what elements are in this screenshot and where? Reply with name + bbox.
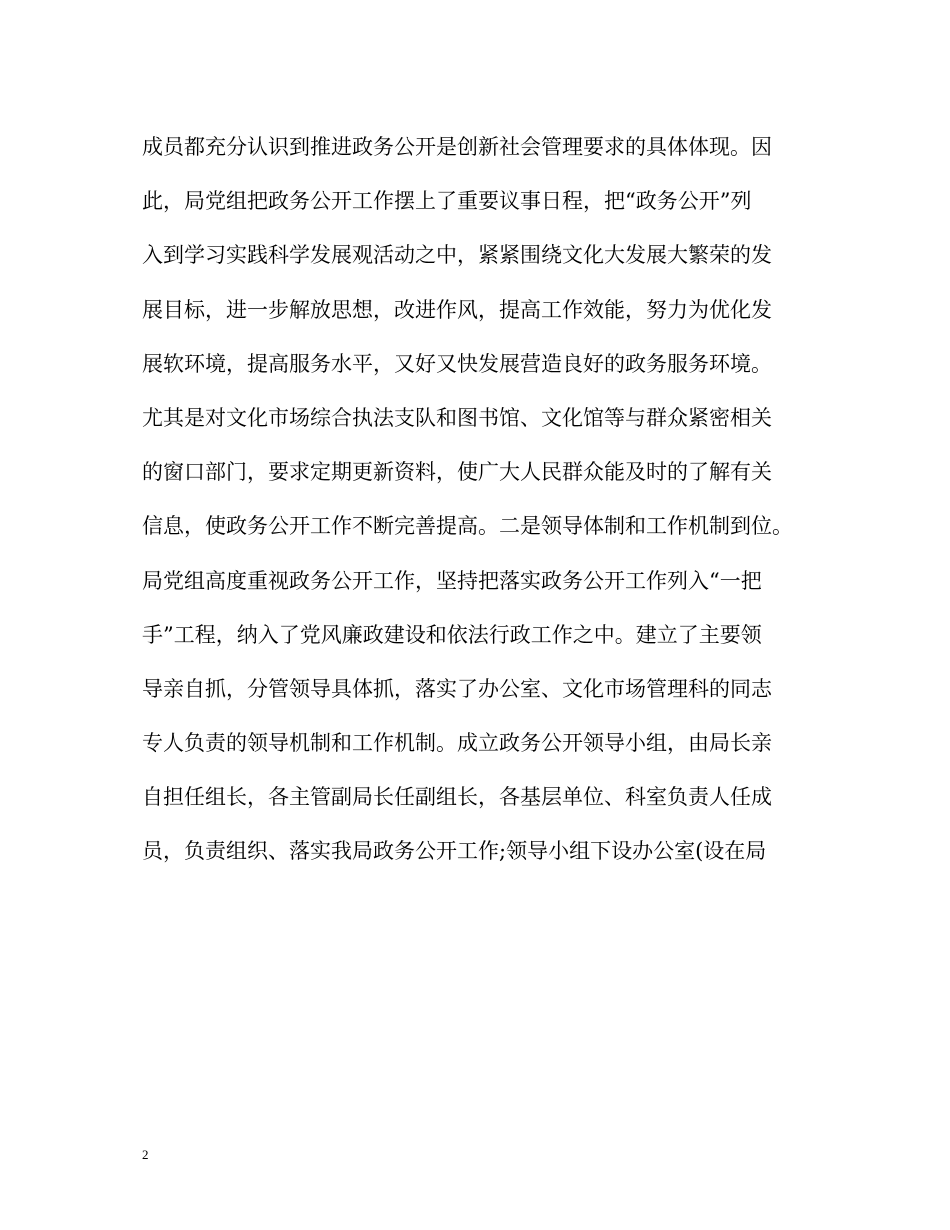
text-line: 成员都充分认识到推进政务公开是创新社会管理要求的具体体现。因 xyxy=(142,135,772,159)
text-line: 展软环境，提高服务水平，又好又快发展营造良好的政务服务环境。 xyxy=(142,351,772,376)
text-line: 专人负责的领导机制和工作机制。成立政务公开领导小组，由局长亲 xyxy=(142,731,772,756)
text-line: 手”工程，纳入了党风廉政建设和依法行政工作之中。建立了主要领 xyxy=(142,622,762,647)
text-line: 局党组高度重视政务公开工作，坚持把落实政务公开工作列入“一把 xyxy=(142,568,762,593)
text-line: 尤其是对文化市场综合执法支队和图书馆、文化馆等与群众紧密相关 xyxy=(142,405,772,430)
text-line: 入到学习实践科学发展观活动之中，紧紧围绕文化大发展大繁荣的发 xyxy=(142,243,772,268)
text-line: 导亲自抓，分管领导具体抓，落实了办公室、文化市场管理科的同志 xyxy=(142,676,772,701)
body-paragraph xyxy=(142,120,812,879)
page-number: 2 xyxy=(142,1147,149,1162)
text-line: 的窗口部门，要求定期更新资料，使广大人民群众能及时的了解有关 xyxy=(142,460,772,485)
text-line: 员，负责组织、落实我局政务公开工作;领导小组下设办公室(设在局 xyxy=(142,839,767,864)
text-line: 此，局党组把政务公开工作摆上了重要议事日程，把“政务公开”列 xyxy=(142,189,752,214)
text-line: 信息，使政务公开工作不断完善提高。二是领导体制和工作机制到位。 xyxy=(142,514,793,539)
text-line: 自担任组长，各主管副局长任副组长，各基层单位、科室负责人任成 xyxy=(142,785,772,810)
text-line: 展目标，进一步解放思想，改进作风，提高工作效能，努力为优化发 xyxy=(142,297,772,322)
